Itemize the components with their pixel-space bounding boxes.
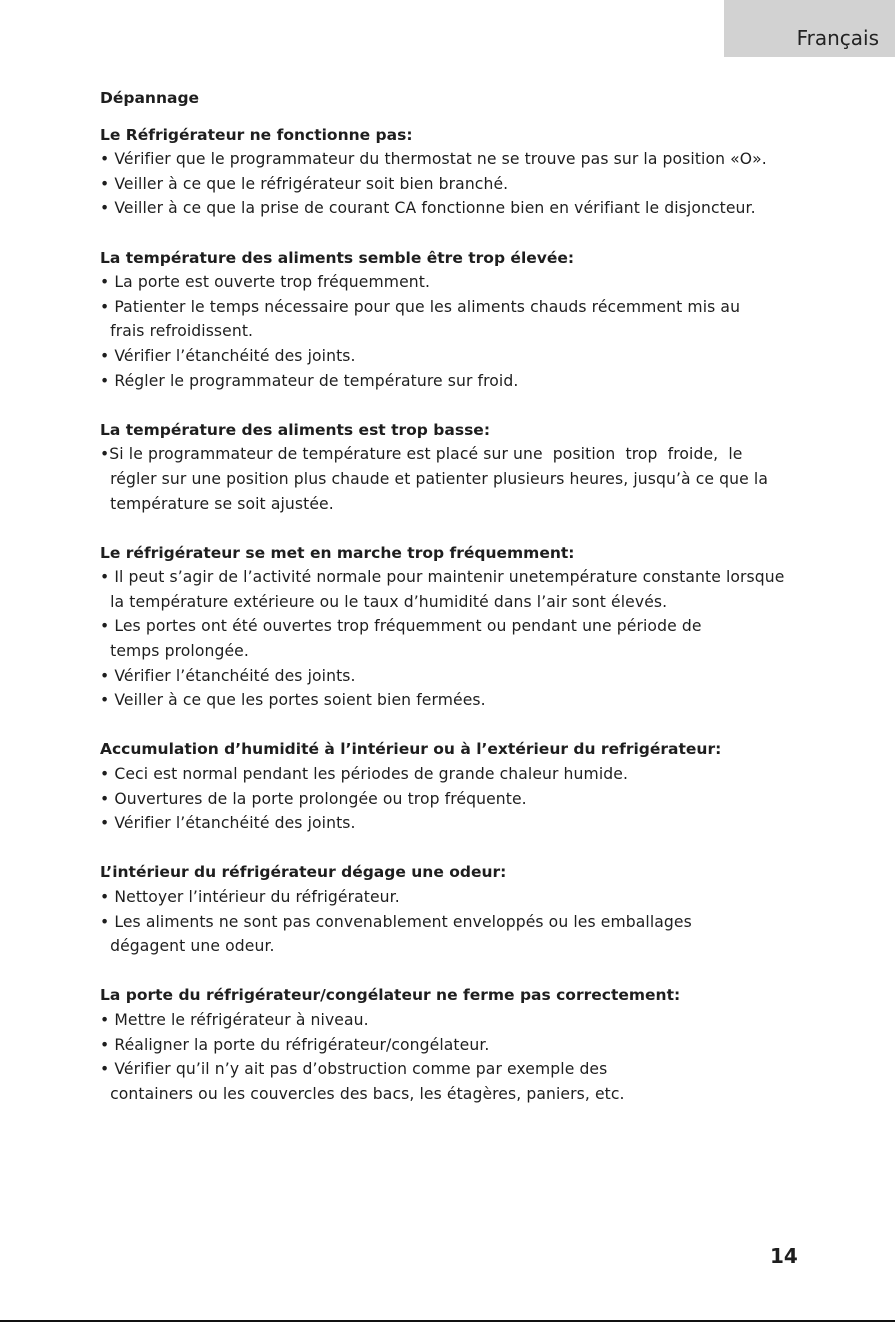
troubleshooting-section xyxy=(100,983,860,1106)
section-line: • Mettre le réfrigérateur à niveau. xyxy=(100,1010,369,1029)
troubleshooting-section xyxy=(100,418,860,516)
page-title: Dépannage xyxy=(100,89,200,107)
section-line: frais refroidissent. xyxy=(100,322,254,341)
section-line: • Veiller à ce que le réfrigérateur soit bien branché. xyxy=(100,174,509,193)
section-line: •Si le programmateur de température est placé sur une position trop froide, le xyxy=(100,445,743,464)
section-line: • Réaligner la porte du réfrigérateur/congélateur. xyxy=(100,1035,490,1054)
section-heading: La porte du réfrigérateur/congélateur ne ferme pas correctement: xyxy=(100,986,681,1005)
section-line: température se soit ajustée. xyxy=(100,494,334,513)
section-line: • Patienter le temps nécessaire pour que les aliments chauds récemment mis au xyxy=(100,297,741,316)
section-line: • Ceci est normal pendant les périodes de grande chaleur humide. xyxy=(100,765,628,784)
troubleshooting-sections xyxy=(100,123,860,1107)
section-line: • Vérifier l’étanchéité des joints. xyxy=(100,346,356,365)
language-tab xyxy=(724,0,895,57)
section-line: la température extérieure ou le taux d’humidité dans l’air sont élevés. xyxy=(100,592,668,611)
troubleshooting-content xyxy=(100,86,860,1131)
section-line: dégagent une odeur. xyxy=(100,937,275,956)
troubleshooting-section xyxy=(100,541,860,713)
section-line: • Vérifier qu’il n’y ait pas d’obstruction comme par exemple des xyxy=(100,1060,608,1079)
section-heading: Le Réfrigérateur ne fonctionne pas: xyxy=(100,125,413,144)
section-heading: L’intérieur du réfrigérateur dégage une odeur: xyxy=(100,863,507,882)
section-line: • Il peut s’agir de l’activité normale pour maintenir unetempérature constante lorsque xyxy=(100,568,785,587)
section-line: • Veiller à ce que la prise de courant CA fonctionne bien en vérifiant le disjoncteur. xyxy=(100,199,756,218)
troubleshooting-section xyxy=(100,123,860,221)
section-line: • Vérifier l’étanchéité des joints. xyxy=(100,666,356,685)
section-heading: La température des aliments est trop basse: xyxy=(100,420,491,439)
section-line: • Nettoyer l’intérieur du réfrigérateur. xyxy=(100,888,400,906)
section-line: • Les portes ont été ouvertes trop fréquemment ou pendant une période de xyxy=(100,617,702,636)
language-tab-label: Français xyxy=(796,26,879,50)
section-line: • La porte est ouverte trop fréquemment. xyxy=(100,273,431,292)
section-heading: Le réfrigérateur se met en marche trop fréquemment: xyxy=(100,543,575,562)
section-heading: La température des aliments semble être trop élevée: xyxy=(100,248,575,267)
section-line: containers ou les couvercles des bacs, les étagères, paniers, etc. xyxy=(100,1084,625,1103)
page-number: 14 xyxy=(770,1244,798,1268)
section-heading: Accumulation d’humidité à l’intérieur ou à l’extérieur du refrigérateur: xyxy=(100,740,722,759)
section-line: • Vérifier que le programmateur du thermostat ne se trouve pas sur la position «O». xyxy=(100,150,767,169)
section-line: temps prolongée. xyxy=(100,642,249,661)
section-line: • Les aliments ne sont pas convenablement enveloppés ou les emballages xyxy=(100,912,692,931)
section-line: • Ouvertures de la porte prolongée ou trop fréquente. xyxy=(100,789,527,808)
bottom-rule xyxy=(0,1320,895,1322)
troubleshooting-section xyxy=(100,737,860,835)
section-line: • Régler le programmateur de température sur froid. xyxy=(100,371,519,390)
troubleshooting-section xyxy=(100,246,860,394)
troubleshooting-section xyxy=(100,860,860,958)
section-line: • Vérifier l’étanchéité des joints. xyxy=(100,814,356,833)
section-line: • Veiller à ce que les portes soient bien fermées. xyxy=(100,691,486,710)
section-line: régler sur une position plus chaude et patienter plusieurs heures, jusqu’à ce que la xyxy=(100,469,768,488)
